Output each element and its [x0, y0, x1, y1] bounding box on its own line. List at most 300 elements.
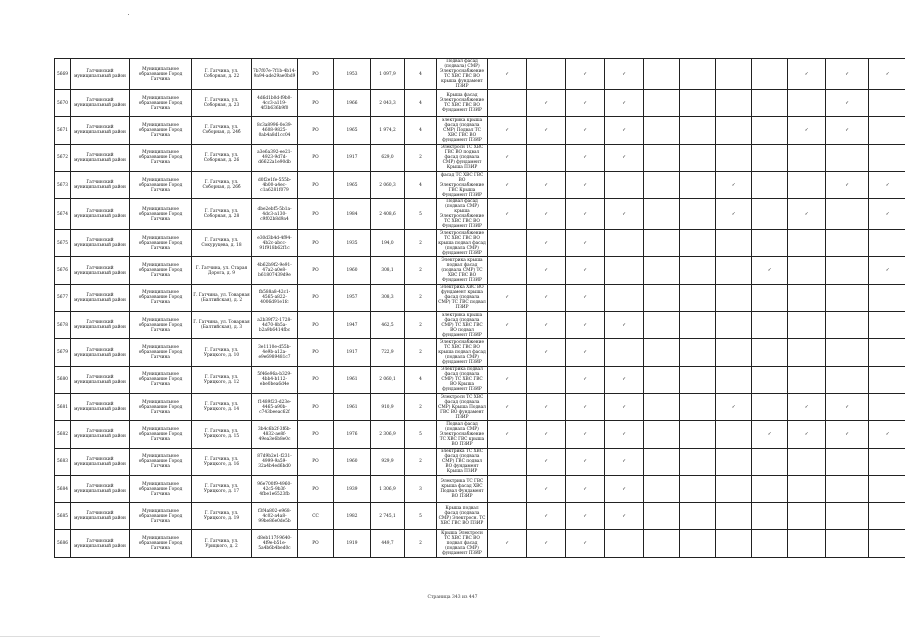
check-mark-icon: ✓ [544, 404, 548, 410]
page-footer: Страница 343 из 447 [427, 595, 478, 600]
check-mark-icon: ✓ [505, 127, 509, 133]
municipality-cell: Муниципальное образование Город Гатчина [130, 144, 192, 171]
check-cell [605, 199, 644, 230]
check-mark-icon: ✓ [544, 541, 548, 547]
row-number: 5685 [55, 503, 71, 530]
municipality-cell: Муниципальное образование Город Гатчина [130, 530, 192, 557]
check-mark-icon: ✓ [845, 71, 849, 77]
check-cell [566, 230, 605, 257]
check-cell [488, 117, 527, 144]
check-cell [680, 421, 716, 448]
check-mark-icon: ✓ [583, 295, 587, 301]
check-mark-icon: ✓ [544, 431, 548, 437]
check-mark-icon: ✓ [804, 127, 809, 133]
check-cell [869, 59, 905, 90]
row-number: 5669 [55, 59, 71, 90]
register-table [54, 58, 905, 558]
works-cell: Подвал фасад (подвала) СМР) Электроснабжение ТС ХВС ГВС ВО крыша фундамент ПЗИР [437, 59, 488, 90]
check-cell [716, 144, 752, 171]
check-cell [869, 257, 905, 284]
check-cell [716, 366, 752, 393]
guid-cell: a2b39f72-1728-4d70-8b5a-b2a9b6414fbc [252, 312, 298, 339]
check-cell [488, 475, 527, 502]
table-row [55, 90, 905, 117]
municipality-cell: Муниципальное образование Город Гатчина [130, 59, 192, 90]
fund-type-cell: РО [298, 312, 334, 339]
check-cell [527, 475, 566, 502]
check-cell [826, 171, 869, 198]
check-mark-icon: ✓ [622, 431, 626, 437]
floors-cell: 3 [405, 475, 437, 502]
works-cell: электрика крыша фасад (подвала СМР) Подвал ТС ХВС ГВС ВО фундамент ПЗИР [437, 117, 488, 144]
area-cell: 308,3 [371, 284, 405, 311]
fund-type-cell: РО [298, 230, 334, 257]
check-cell [488, 312, 527, 339]
check-cell [605, 144, 644, 171]
check-cell [566, 257, 605, 284]
check-cell [716, 312, 752, 339]
check-cell [752, 312, 788, 339]
check-cell [605, 257, 644, 284]
check-cell [644, 90, 680, 117]
floors-cell: 4 [405, 117, 437, 144]
address-cell: Г. Гатчина, ул. Старая Дорога, д. 9 [192, 257, 252, 284]
floors-cell: 5 [405, 421, 437, 448]
check-mark-icon: ✓ [505, 431, 509, 437]
check-mark-icon: ✓ [583, 127, 587, 133]
table-row [55, 199, 905, 230]
check-cell [566, 199, 605, 230]
guid-cell: 7b7f07e-7f1b-4b14-9a94-ade29ae0bd9 [252, 59, 298, 90]
check-mark-icon: ✓ [885, 182, 890, 188]
municipality-cell: Муниципальное образование Город Гатчина [130, 199, 192, 230]
row-number: 5683 [55, 448, 71, 475]
works-cell: Крыша Электросн ТС ХВС ГВС ВО подвал фасад (подвала СМР) фундамент ПЗИР [437, 530, 488, 557]
check-cell [788, 90, 826, 117]
check-cell [869, 339, 905, 366]
address-cell: Г. Гатчина, ул. Соборная, д. 23 [192, 90, 252, 117]
check-cell [488, 171, 527, 198]
check-cell [826, 448, 869, 475]
check-mark-icon: ✓ [544, 350, 548, 356]
check-mark-icon: ✓ [583, 182, 587, 188]
table-row [55, 230, 905, 257]
check-cell [566, 393, 605, 420]
address-cell: Г. Гатчина, ул. Урицкого, д. 19 [192, 503, 252, 530]
check-cell [752, 117, 788, 144]
check-cell [826, 503, 869, 530]
guid-cell: dbe2ebf5-5b1a-4dc3-a130-c9f02b8d9a4 [252, 199, 298, 230]
check-cell [488, 90, 527, 117]
area-cell: 2 060,3 [371, 171, 405, 198]
row-number: 5677 [55, 284, 71, 311]
check-cell [605, 59, 644, 90]
check-mark-icon: ✓ [505, 211, 509, 217]
check-mark-icon: ✓ [583, 322, 587, 328]
check-cell [716, 257, 752, 284]
year-cell: 1960 [334, 257, 371, 284]
district-cell: Гатчинский муниципальный район [71, 503, 130, 530]
check-cell [869, 199, 905, 230]
check-mark-icon: ✓ [583, 268, 587, 274]
check-mark-icon: ✓ [544, 322, 548, 328]
floors-cell: 5 [405, 503, 437, 530]
area-cell: 2 745,1 [371, 503, 405, 530]
works-cell: Электрика подвал фасад (подвала СМР) ТС ХВС ГВС ВО Крыша фундамент ПЗИР [437, 366, 488, 393]
check-cell [488, 339, 527, 366]
table-row [55, 503, 905, 530]
check-cell [527, 339, 566, 366]
check-cell [752, 448, 788, 475]
check-cell [788, 366, 826, 393]
check-mark-icon: ✓ [505, 71, 509, 77]
check-cell [605, 421, 644, 448]
check-cell [488, 366, 527, 393]
check-cell [527, 393, 566, 420]
check-mark-icon: ✓ [622, 404, 626, 410]
check-cell [605, 117, 644, 144]
guid-cell: e30d3b4d-4f94-4b2c-abcc-91f918b62f1c [252, 230, 298, 257]
year-cell: 1961 [334, 393, 371, 420]
floors-cell: 2 [405, 230, 437, 257]
check-cell [716, 284, 752, 311]
check-mark-icon: ✓ [505, 182, 509, 188]
check-cell [826, 530, 869, 557]
check-mark-icon: ✓ [505, 155, 509, 161]
check-mark-icon: ✓ [505, 377, 509, 383]
check-mark-icon: ✓ [544, 240, 548, 246]
floors-cell: 2 [405, 448, 437, 475]
works-cell: Электросн ТС ХВС фасад (подвала СМР) Крыша Подвал ГВС ВО фундамент ПЗИР [438, 394, 486, 420]
area-cell: 449,7 [371, 530, 405, 557]
floors-cell: 2 [405, 312, 437, 339]
check-cell [680, 144, 716, 171]
check-cell [488, 530, 527, 557]
table-row [55, 257, 905, 284]
district-cell: Гатчинский муниципальный район [71, 117, 130, 144]
year-cell: 1961 [334, 366, 371, 393]
check-cell [680, 448, 716, 475]
check-cell [680, 339, 716, 366]
fund-type-cell: РО [298, 393, 334, 420]
check-cell [566, 366, 605, 393]
check-cell [488, 421, 527, 448]
check-mark-icon: ✓ [505, 295, 509, 301]
check-cell [826, 90, 869, 117]
check-cell [644, 59, 680, 90]
fund-type-cell: РО [298, 421, 334, 448]
check-cell [680, 90, 716, 117]
address-cell: Г. Гатчина, ул. Соборная, д. 22 [192, 59, 252, 90]
row-number: 5682 [55, 421, 71, 448]
address-cell: Г. Гатчина, ул. Урицкого, д. 17 [192, 475, 252, 502]
check-mark-icon: ✓ [583, 513, 587, 519]
year-cell: 1976 [334, 421, 371, 448]
guid-cell: f1489f23-d23e-4465-a90b-c743beeac62f [252, 393, 298, 420]
works-cell: Электрика крыша подвал фасад (подвала СМР) ТС ХВС ГВС ВО Фундамент ПЗИР [437, 257, 488, 284]
check-cell [527, 530, 566, 557]
year-cell: 1984 [334, 199, 371, 230]
check-cell [752, 475, 788, 502]
works-cell: фасад ТС ХВС ГВС ВО Электроснабжение ГВС Крыша Фундамент ПЗИР [437, 171, 488, 198]
district-cell: Гатчинский муниципальный район [71, 199, 130, 230]
check-cell [788, 448, 826, 475]
year-cell: 1947 [334, 312, 371, 339]
check-cell [644, 199, 680, 230]
area-cell: 1 306,9 [371, 475, 405, 502]
fund-type-cell: РО [298, 257, 334, 284]
area-cell: 308,1 [371, 257, 405, 284]
check-mark-icon: ✓ [544, 127, 548, 133]
check-mark-icon: ✓ [544, 295, 548, 301]
check-cell [869, 421, 905, 448]
check-mark-icon: ✓ [622, 127, 626, 133]
check-mark-icon: ✓ [622, 322, 626, 328]
check-mark-icon: ✓ [505, 541, 509, 547]
area-cell: 2 306,9 [371, 421, 405, 448]
check-cell [716, 59, 752, 90]
check-mark-icon: ✓ [804, 431, 809, 437]
check-cell [788, 117, 826, 144]
check-mark-icon: ✓ [767, 268, 772, 274]
check-cell [752, 171, 788, 198]
check-cell [566, 59, 605, 90]
district-cell: Гатчинский муниципальный район [71, 312, 130, 339]
check-cell [869, 448, 905, 475]
row-number: 5673 [55, 171, 71, 198]
check-cell [826, 284, 869, 311]
check-cell [644, 339, 680, 366]
check-cell [680, 312, 716, 339]
check-mark-icon: ✓ [583, 459, 587, 465]
municipality-cell: Муниципальное образование Город Гатчина [130, 257, 192, 284]
check-cell [527, 144, 566, 171]
guid-cell: 4b62b9f2-9e91-47a2-a0e8-b61807439d9e [252, 257, 298, 284]
municipality-cell: Муниципальное образование Город Гатчина [130, 339, 192, 366]
check-cell [644, 284, 680, 311]
fund-type-cell: РО [298, 366, 334, 393]
check-cell [527, 366, 566, 393]
check-mark-icon: ✓ [622, 155, 626, 161]
check-cell [716, 475, 752, 502]
district-cell: Гатчинский муниципальный район [71, 144, 130, 171]
check-cell [752, 230, 788, 257]
area-cell: 2 408,6 [371, 199, 405, 230]
check-cell [644, 117, 680, 144]
check-cell [826, 144, 869, 171]
check-cell [752, 421, 788, 448]
check-cell [566, 530, 605, 557]
check-cell [788, 144, 826, 171]
table-row [55, 475, 905, 502]
check-cell [716, 90, 752, 117]
check-cell [527, 59, 566, 90]
works-cell: Электроснабжение ТС ХВС ГВС ВО крыша подвал фасад (подвала СМР) фундамент ПЗИР [438, 340, 486, 366]
address-cell: Г. Гатчина, ул. Соборная, д. 28 [192, 199, 252, 230]
fund-type-cell: РО [298, 448, 334, 475]
check-cell [605, 366, 644, 393]
check-cell [826, 312, 869, 339]
district-cell: Гатчинский муниципальный район [71, 284, 130, 311]
check-cell [566, 312, 605, 339]
municipality-cell: Муниципальное образование Город Гатчина [130, 284, 192, 311]
check-mark-icon: ✓ [845, 431, 849, 437]
address-cell: Г. Гатчина, ул. Урицкого, д. 15 [192, 421, 252, 448]
guid-cell: 4d6d1b0d-f9b0-4cc3-a119-4f3b636b9f0 [252, 90, 298, 117]
year-cell: 1957 [334, 284, 371, 311]
check-cell [566, 144, 605, 171]
check-cell [566, 171, 605, 198]
municipality-cell: Муниципальное образование Город Гатчина [130, 230, 192, 257]
address-cell: Г. Гатчина, ул. Соборная, д. 24б [192, 117, 252, 144]
check-cell [680, 530, 716, 557]
check-cell [716, 339, 752, 366]
check-cell [788, 171, 826, 198]
check-cell [826, 199, 869, 230]
check-cell [566, 90, 605, 117]
check-cell [826, 117, 869, 144]
works-cell: Электрика ТС ГВС крыша фасад ХВС Подвал Фундамент ВО ПЗИР [437, 475, 488, 502]
area-cell: 462,5 [371, 312, 405, 339]
check-cell [527, 448, 566, 475]
table-row [55, 366, 905, 393]
check-cell [605, 530, 644, 557]
check-mark-icon: ✓ [544, 182, 548, 188]
district-cell: Гатчинский муниципальный район [71, 366, 130, 393]
works-cell: Электросн ТС ХВС ГВС ВО подвал фасад (подвала СМР) фундамент Крыша ПЗИР [437, 144, 488, 171]
row-number: 5672 [55, 144, 71, 171]
municipality-cell: Муниципальное образование Город Гатчина [130, 503, 192, 530]
check-cell [752, 366, 788, 393]
check-cell [605, 393, 644, 420]
works-cell: Подвал фасад (подвала СМР) крыша Электроснабжение ТС ХВС ГВС ВО Фундамент ПЗИР [437, 199, 488, 230]
check-cell [566, 284, 605, 311]
check-cell [869, 393, 905, 420]
check-cell [488, 144, 527, 171]
check-cell [752, 59, 788, 90]
table-row [55, 284, 905, 311]
check-cell [644, 530, 680, 557]
check-cell [605, 312, 644, 339]
check-cell [788, 530, 826, 557]
check-cell [644, 503, 680, 530]
check-cell [488, 230, 527, 257]
check-cell [869, 475, 905, 502]
check-cell [605, 503, 644, 530]
check-cell [826, 366, 869, 393]
check-cell [566, 448, 605, 475]
row-number: 5675 [55, 230, 71, 257]
municipality-cell: Муниципальное образование Город Гатчина [130, 366, 192, 393]
guid-cell: d8eb117f-9640-4f9e-b51e-5a4b6b4bed0c [252, 530, 298, 557]
works-cell: Электроснабжение ТС ХВС ГВС ВО крыша подвал фасад (подвала СМР) фундамент ПЗИР [438, 230, 486, 256]
works-cell: Электрика ХВС ВО фундамент крыша фасад (подвала СМР) ТС ГВС подвал ПЗИР [438, 285, 486, 311]
check-cell [680, 199, 716, 230]
check-cell [488, 503, 527, 530]
check-cell [826, 421, 869, 448]
check-mark-icon: ✓ [505, 322, 509, 328]
check-cell [752, 257, 788, 284]
guid-cell: d0f2e1fe-555b-4b00-a4ec-c1a6281f079 [252, 171, 298, 198]
year-cell: 1917 [334, 339, 371, 366]
year-cell: 1939 [334, 475, 371, 502]
check-cell [869, 171, 905, 198]
check-cell [488, 284, 527, 311]
year-cell: 1935 [334, 230, 371, 257]
check-mark-icon: ✓ [583, 377, 587, 383]
check-cell [716, 230, 752, 257]
check-cell [644, 393, 680, 420]
year-cell: 1966 [334, 90, 371, 117]
check-cell [644, 312, 680, 339]
district-cell: Гатчинский муниципальный район [71, 421, 130, 448]
year-cell: 1960 [334, 448, 371, 475]
floors-cell: 2 [405, 144, 437, 171]
check-cell [752, 393, 788, 420]
municipality-cell: Муниципальное образование Город Гатчина [130, 117, 192, 144]
check-cell [788, 503, 826, 530]
row-number: 5671 [55, 117, 71, 144]
municipality-cell: Муниципальное образование Город Гатчина [130, 421, 192, 448]
check-cell [680, 171, 716, 198]
row-number: 5686 [55, 530, 71, 557]
check-cell [605, 284, 644, 311]
check-mark-icon: ✓ [845, 182, 849, 188]
year-cell: 1953 [334, 59, 371, 90]
fund-type-cell: РО [298, 199, 334, 230]
check-mark-icon: ✓ [804, 71, 809, 77]
check-mark-icon: ✓ [885, 211, 890, 217]
check-mark-icon: ✓ [544, 211, 548, 217]
check-cell [644, 257, 680, 284]
area-cell: 1 974,2 [371, 117, 405, 144]
address-cell: Г. Гатчина, ул. Соборная, д. 26 [192, 144, 252, 171]
municipality-cell: Муниципальное образование Город Гатчина [130, 393, 192, 420]
check-mark-icon: ✓ [583, 486, 587, 492]
check-cell [752, 284, 788, 311]
fund-type-cell: РО [298, 171, 334, 198]
check-mark-icon: ✓ [885, 71, 890, 77]
check-cell [566, 503, 605, 530]
table-row [55, 393, 905, 420]
check-mark-icon: ✓ [544, 268, 548, 274]
check-cell [488, 393, 527, 420]
fund-type-cell: РО [298, 90, 334, 117]
works-cell: Крыша подвал фасад (подвала СМР) Электросн. ТС ХВС ГВС ВО ПЗИР [437, 503, 488, 530]
row-number: 5679 [55, 339, 71, 366]
check-cell [869, 90, 905, 117]
guid-cell: f3f4a802-e968-4c02-a4a8-99be86e0de5b [252, 503, 298, 530]
row-number: 5676 [55, 257, 71, 284]
guid-cell: 5f46e96a-b329-4bb4-b112-ebe0bea6d4e [252, 366, 298, 393]
check-cell [605, 230, 644, 257]
check-cell [644, 144, 680, 171]
floors-cell: 2 [405, 530, 437, 557]
check-cell [680, 366, 716, 393]
floors-cell: 2 [405, 257, 437, 284]
check-cell [826, 230, 869, 257]
check-mark-icon: ✓ [845, 127, 849, 133]
check-cell [527, 117, 566, 144]
check-mark-icon: ✓ [804, 404, 809, 410]
check-cell [716, 199, 752, 230]
works-cell: электрика ТС ХВС фасад (подвала СМР) ГВС подвал ВО фундамент Крыша ПЗИР [437, 448, 488, 475]
table-row [55, 339, 905, 366]
address-cell: Г. Гатчина, ул. Урицкого, д. 10 [192, 339, 252, 366]
check-cell [527, 503, 566, 530]
check-cell [644, 366, 680, 393]
check-cell [716, 530, 752, 557]
